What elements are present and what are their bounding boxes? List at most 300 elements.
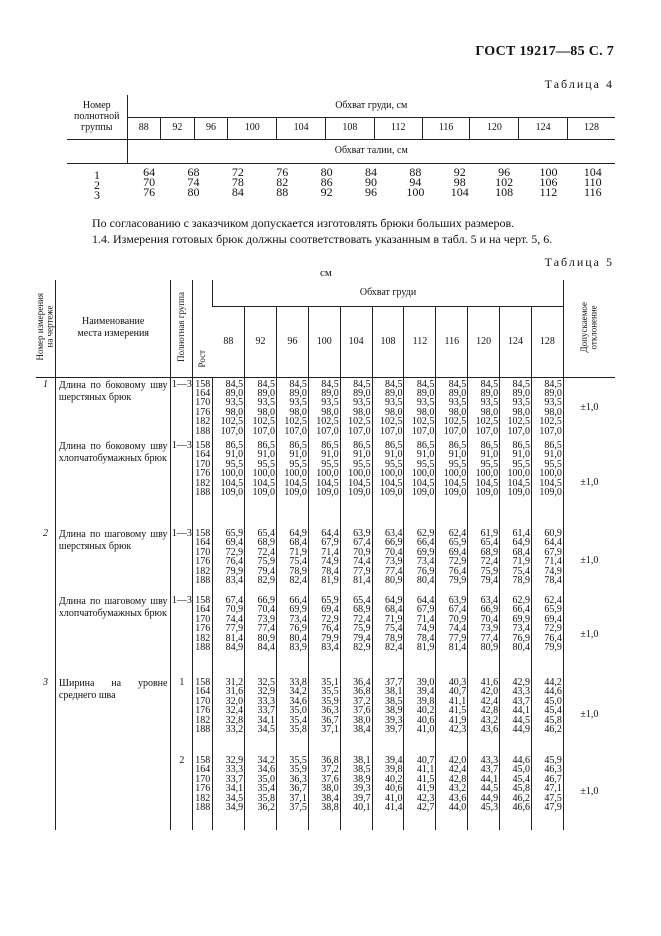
table5-chest-value: 112: [404, 306, 436, 377]
height-value: 158: [195, 677, 211, 688]
measurement-value: 95,5: [544, 458, 562, 470]
measurement-value: 63,4: [384, 528, 403, 539]
measurement-value: 42,9: [512, 677, 530, 688]
fullness-group: 1: [171, 676, 193, 754]
measurement-value: 76,4: [448, 565, 467, 577]
measurement-number: 2: [42, 528, 48, 539]
measurement-value: 78,4: [416, 632, 435, 644]
measurement-value: 64,9: [512, 537, 530, 549]
measurement-value: 41,9: [448, 714, 467, 726]
table4-waist-value: 106: [539, 175, 558, 189]
measurement-value: 74,4: [225, 613, 244, 625]
measurement-value: 38,0: [353, 714, 371, 726]
measurement-value: 93,5: [416, 397, 435, 409]
table4-waist-value: 84: [364, 165, 377, 179]
measurement-value: 84,5: [448, 378, 467, 390]
measurement-value: 39,4: [384, 755, 403, 766]
measurement-value: 38,4: [321, 792, 339, 804]
measurement-value: 32,8: [225, 714, 244, 726]
table5-row: [36, 676, 615, 754]
height-value: 176: [195, 783, 211, 795]
tolerance-value: ±1,0: [563, 676, 615, 754]
height-value: 170: [195, 613, 211, 625]
measurement-value: 39,0: [416, 677, 435, 688]
measurement-value: 36,3: [321, 705, 339, 717]
measurement-value: 104,5: [475, 477, 499, 489]
measurement-value: 66,9: [384, 537, 403, 549]
table5-row: [36, 594, 615, 676]
measurement-value: 34,5: [225, 792, 244, 804]
measurement-value: 61,4: [512, 528, 530, 539]
measurement-value: 89,0: [321, 387, 339, 399]
measurement-value: 45,0: [544, 695, 562, 707]
measurement-value: 65,4: [353, 595, 371, 606]
measurement-value: 98,0: [384, 406, 403, 418]
measurement-value: 34,9: [225, 802, 244, 814]
table4-group-number: 3: [94, 187, 100, 202]
table5-name-header: Наименование места измерения: [55, 280, 171, 377]
measurement-value: 74,4: [448, 623, 467, 635]
measurement-value: 44,6: [544, 686, 562, 698]
measurement-value: 41,6: [480, 677, 499, 688]
measurement-value: 38,1: [384, 686, 403, 698]
height-value: 164: [195, 764, 211, 776]
measurement-value: 102,5: [220, 416, 244, 428]
measurement-value: 98,0: [225, 406, 244, 418]
measurement-value: 46,6: [512, 802, 530, 814]
measurement-value: 102,5: [379, 416, 403, 428]
measurement-value: 32,9: [225, 755, 244, 766]
measurement-value: 65,9: [225, 528, 244, 539]
measurement-value: 104,5: [507, 477, 530, 489]
measurement-value: 102,5: [348, 416, 371, 428]
measurement-value: 73,4: [512, 623, 530, 635]
measurement-value: 38,5: [384, 695, 403, 707]
height-value: 170: [195, 695, 211, 707]
table4-chest-value: 112: [374, 117, 422, 139]
measurement-value: 40,7: [416, 755, 435, 766]
measurement-value: 86,5: [257, 440, 275, 451]
measurement-value: 104,5: [220, 477, 244, 489]
measurement-value: 91,0: [257, 449, 275, 461]
measurement-value: 91,0: [416, 449, 435, 461]
measurement-value: 67,9: [321, 537, 339, 549]
measurement-value: 98,0: [480, 406, 499, 418]
measurement-value: 107,0: [348, 425, 371, 437]
measurement-value: 79,9: [448, 575, 467, 587]
measurement-value: 45,4: [512, 773, 530, 785]
measurement-value: 91,0: [480, 449, 499, 461]
measurement-value: 104,5: [443, 477, 467, 489]
tolerance-value: ±1,0: [563, 439, 615, 527]
measurement-value: 35,4: [289, 714, 307, 726]
height-value: 182: [195, 632, 211, 644]
measurement-value: 42,8: [480, 705, 499, 717]
measurement-value: 43,2: [480, 714, 499, 726]
table5-unit: см: [320, 267, 332, 279]
measurement-value: 68,4: [384, 604, 403, 616]
measurement-value: 39,3: [353, 783, 371, 795]
table4-waist-value: 110: [584, 175, 602, 189]
measurement-value: 31,2: [225, 677, 244, 688]
measurement-value: 69,4: [544, 613, 562, 625]
measurement-value: 64,4: [416, 595, 435, 606]
measurement-value: 76,4: [225, 556, 244, 568]
table4-waist-value: 92: [320, 185, 333, 199]
measurement-value: 34,5: [257, 724, 275, 736]
table4-waist-value: 70: [143, 175, 156, 189]
measurement-value: 67,4: [353, 537, 371, 549]
measurement-value: 91,0: [544, 449, 562, 461]
measurement-value: 95,5: [289, 458, 307, 470]
measurement-value: 77,4: [480, 632, 499, 644]
measurement-value: 35,9: [321, 695, 339, 707]
table5-chest-value: 128: [531, 306, 563, 377]
measurement-value: 109,0: [284, 487, 307, 499]
measurement-value: 36,3: [289, 773, 307, 785]
measurement-value: 79,9: [544, 642, 562, 654]
measurement-value: 33,3: [225, 764, 244, 776]
measurement-value: 76,4: [544, 632, 562, 644]
measurement-value: 100,0: [379, 468, 403, 480]
measurement-value: 93,5: [384, 397, 403, 409]
measurement-value: 86,5: [321, 440, 339, 451]
measurement-value: 67,4: [448, 604, 467, 616]
table4-chest-value: 100: [228, 117, 277, 139]
measurement-value: 73,4: [289, 613, 307, 625]
measurement-value: 70,9: [448, 613, 467, 625]
measurement-value: 93,5: [480, 397, 499, 409]
measurement-value: 39,3: [384, 714, 403, 726]
measurement-value: 81,9: [416, 642, 435, 654]
table4-caption: Таблица 4: [544, 77, 614, 91]
measurement-value: 63,4: [480, 595, 499, 606]
measurement-value: 100,0: [220, 468, 244, 480]
measurement-value: 35,0: [289, 705, 307, 717]
measurement-value: 86,5: [480, 440, 499, 451]
table4-waist-value: 100: [406, 185, 425, 199]
measurement-value: 46,7: [544, 773, 562, 785]
measurement-value: 81,4: [225, 632, 244, 644]
measurement-value: 77,9: [225, 623, 244, 635]
measurement-value: 42,3: [416, 792, 435, 804]
measurement-value: 91,0: [384, 449, 403, 461]
measurement-value: 40,3: [448, 677, 467, 688]
height-value: 176: [195, 406, 211, 418]
height-value: 188: [195, 642, 211, 654]
measurement-value: 100,0: [252, 468, 275, 480]
height-value: 182: [195, 792, 211, 804]
measurement-value: 62,4: [544, 595, 562, 606]
measurement-value: 33,8: [289, 677, 307, 688]
measurement-value: 71,9: [289, 546, 307, 558]
table4-waist-value: 72: [231, 165, 244, 179]
height-value: 158: [195, 755, 211, 766]
measurement-value: 45,8: [512, 783, 530, 795]
measurement-value: 109,0: [411, 487, 435, 499]
measurement-value: 40,1: [353, 802, 371, 814]
measurement-value: 44,0: [448, 802, 467, 814]
measurement-value: 75,9: [480, 565, 499, 577]
measurement-value: 38,8: [321, 802, 339, 814]
measurement-value: 104,5: [252, 477, 275, 489]
measurement-value: 86,5: [384, 440, 403, 451]
measurement-value: 98,0: [257, 406, 275, 418]
measurement-value: 39,8: [416, 695, 435, 707]
measurement-value: 82,9: [353, 642, 371, 654]
measurement-value: 61,9: [480, 528, 499, 539]
measurement-value: 100,0: [284, 468, 307, 480]
measurement-value: 43,7: [512, 695, 530, 707]
height-value: 188: [195, 487, 211, 499]
measurement-value: 33,7: [225, 773, 244, 785]
table4-waist-value: 88: [409, 165, 422, 179]
table4-waist-value: 96: [498, 165, 511, 179]
measurement-value: 81,9: [321, 575, 339, 587]
table4-chest-value: 92: [161, 117, 195, 139]
measurement-value: 70,4: [384, 546, 403, 558]
measurement-value: 38,9: [353, 773, 371, 785]
measurement-value: 109,0: [316, 487, 339, 499]
measurement-number: 3: [42, 677, 48, 688]
measurement-value: 33,2: [225, 724, 244, 736]
measurement-value: 100,0: [443, 468, 467, 480]
measurement-value: 104,5: [348, 477, 371, 489]
table5-group-header: Полнотная группа: [176, 291, 187, 362]
table4-chest-value: 120: [470, 117, 519, 139]
paragraph-2: 1.4. Измерения готовых брюк должны соответствовать указанным в табл. 5 и на черт. 5, 6.: [92, 232, 553, 246]
measurement-value: 35,0: [257, 773, 275, 785]
measurement-value: 80,4: [289, 632, 307, 644]
measurement-value: 33,3: [257, 695, 275, 707]
measurement-value: 71,9: [512, 556, 530, 568]
table4-waist-value: 116: [584, 185, 602, 199]
measurement-value: 42,4: [480, 695, 499, 707]
measurement-value: 37,1: [289, 792, 307, 804]
measurement-value: 34,6: [257, 764, 275, 776]
measurement-value: 89,0: [384, 387, 403, 399]
measurement-value: 107,0: [379, 425, 403, 437]
measurement-value: 86,5: [448, 440, 467, 451]
measurement-value: 47,5: [544, 792, 562, 804]
table4-waist-value: 112: [539, 185, 558, 199]
measurement-value: 109,0: [539, 487, 562, 499]
measurement-value: 89,0: [289, 387, 307, 399]
measurement-value: 31,6: [225, 686, 244, 698]
measurement-value: 81,4: [448, 642, 467, 654]
measurement-value: 95,5: [384, 458, 403, 470]
measurement-value: 33,7: [257, 705, 275, 717]
height-value: 188: [195, 724, 211, 736]
height-value: 182: [195, 714, 211, 726]
measurement-value: 71,4: [416, 613, 435, 625]
measurement-value: 76,4: [321, 623, 339, 635]
measurement-value: 74,9: [416, 623, 435, 635]
measurement-value: 109,0: [220, 487, 244, 499]
measurement-name: Длина по шаговому шву шерстяных брюк: [55, 527, 171, 594]
measurement-value: 41,1: [448, 695, 467, 707]
measurement-value: 43,3: [480, 755, 499, 766]
measurement-value: 86,5: [512, 440, 530, 451]
measurement-value: 78,9: [384, 632, 403, 644]
measurement-value: 98,0: [289, 406, 307, 418]
measurement-value: 75,9: [257, 556, 275, 568]
measurement-value: 91,0: [225, 449, 244, 461]
measurement-value: 78,9: [512, 575, 530, 587]
measurement-value: 44,9: [512, 724, 530, 736]
measurement-value: 35,1: [321, 677, 339, 688]
height-value: 158: [195, 440, 211, 451]
measurement-value: 107,0: [316, 425, 339, 437]
measurement-value: 35,5: [321, 686, 339, 698]
measurement-number: [36, 754, 55, 830]
measurement-value: 102,5: [411, 416, 435, 428]
measurement-value: 98,0: [512, 406, 530, 418]
measurement-value: 80,9: [257, 632, 275, 644]
measurement-name: Длина по шаговому шву хлопчатобумажных брюк: [55, 594, 171, 676]
measurement-value: 89,0: [448, 387, 467, 399]
height-value: 164: [195, 537, 211, 549]
table4-waist-value: 90: [364, 175, 377, 189]
measurement-value: 36,8: [353, 686, 371, 698]
measurement-value: 95,5: [448, 458, 467, 470]
table5-row: [36, 754, 615, 830]
measurement-value: 72,4: [353, 613, 371, 625]
table4-waist-value: 80: [187, 185, 200, 199]
measurement-value: 62,4: [448, 528, 467, 539]
measurement-value: 89,0: [257, 387, 275, 399]
measurement-value: 86,5: [353, 440, 371, 451]
measurement-value: 80,9: [480, 642, 499, 654]
table4-group-number: 1: [94, 167, 100, 182]
measurement-value: 68,9: [480, 546, 499, 558]
height-value: 164: [195, 387, 211, 399]
measurement-value: 104,5: [411, 477, 435, 489]
table5-chest-value: 88: [213, 306, 245, 377]
measurement-value: 68,9: [353, 604, 371, 616]
table4-waist-value: 64: [143, 165, 156, 179]
table4-chest-value: 108: [326, 117, 375, 139]
paragraph-1: По согласованию с заказчиком допускается изготовлять брюки больших размеров.: [92, 216, 515, 230]
measurement-value: 32,0: [225, 695, 244, 707]
measurement-value: 89,0: [512, 387, 530, 399]
table4-waist-value: 102: [495, 175, 514, 189]
measurement-value: 73,9: [384, 556, 403, 568]
measurement-value: 39,8: [384, 764, 403, 776]
measurement-value: 81,4: [353, 575, 371, 587]
table5-row: [36, 527, 615, 594]
measurement-value: 98,0: [416, 406, 435, 418]
measurement-value: 89,0: [416, 387, 435, 399]
measurement-value: 79,4: [257, 565, 275, 577]
height-value: 164: [195, 449, 211, 461]
height-value: 182: [195, 565, 211, 577]
measurement-value: 102,5: [475, 416, 499, 428]
measurement-value: 77,9: [353, 565, 371, 577]
measurement-value: 71,4: [544, 556, 562, 568]
measurement-value: 100,0: [316, 468, 339, 480]
measurement-value: 86,5: [416, 440, 435, 451]
measurement-value: 95,5: [416, 458, 435, 470]
height-value: 182: [195, 477, 211, 489]
table4-waist-value: 92: [453, 165, 466, 179]
measurement-value: 60,9: [544, 528, 562, 539]
measurement-value: 72,9: [544, 623, 562, 635]
measurement-value: 91,0: [448, 449, 467, 461]
measurement-value: 42,7: [416, 802, 435, 814]
height-value: 170: [195, 773, 211, 785]
measurement-value: 82,9: [257, 575, 275, 587]
measurement-value: 107,0: [475, 425, 499, 437]
measurement-value: 93,5: [544, 397, 562, 409]
measurement-value: 91,0: [512, 449, 530, 461]
table4-chest-header: Обхват груди, см: [127, 95, 615, 117]
measurement-value: 78,4: [544, 575, 562, 587]
table5-chest-value: 120: [468, 306, 500, 377]
measurement-value: 37,2: [353, 695, 371, 707]
measurement-value: 100,0: [507, 468, 530, 480]
measurement-value: 64,9: [384, 595, 403, 606]
table5-number-header: Номер измерения на чертеже: [35, 293, 55, 361]
measurement-value: 104,5: [316, 477, 339, 489]
measurement-value: 83,4: [321, 642, 339, 654]
measurement-value: 74,9: [321, 556, 339, 568]
measurement-value: 95,5: [225, 458, 244, 470]
measurement-value: 82,4: [384, 642, 403, 654]
measurement-value: 73,4: [416, 556, 435, 568]
measurement-value: 38,4: [353, 724, 371, 736]
table4-waist-value: 76: [143, 185, 156, 199]
measurement-value: 67,4: [225, 595, 244, 606]
height-value: 158: [195, 528, 211, 539]
measurement-value: 34,2: [289, 686, 307, 698]
height-value: 188: [195, 802, 211, 814]
measurement-value: 37,6: [353, 705, 371, 717]
measurement-value: 67,9: [416, 604, 435, 616]
measurement-value: 41,0: [416, 724, 435, 736]
height-value: 188: [195, 575, 211, 587]
measurement-value: 100,0: [411, 468, 435, 480]
measurement-value: 84,5: [416, 378, 435, 390]
measurement-value: 40,2: [384, 773, 403, 785]
table4-waist-value: 104: [450, 185, 469, 199]
measurement-value: 44,5: [480, 783, 499, 795]
measurement-value: 76,9: [512, 632, 530, 644]
table5-chest-value: 92: [245, 306, 277, 377]
height-value: 170: [195, 546, 211, 558]
measurement-value: 77,4: [257, 623, 275, 635]
tolerance-value: ±1,0: [563, 527, 615, 594]
measurement-value: 70,9: [225, 604, 244, 616]
measurement-value: 37,7: [384, 677, 403, 688]
measurement-value: 44,6: [512, 755, 530, 766]
height-value: 176: [195, 556, 211, 568]
measurement-value: 68,4: [289, 537, 307, 549]
measurement-value: 93,5: [225, 397, 244, 409]
measurement-value: 36,8: [321, 755, 339, 766]
measurement-value: 39,7: [384, 724, 403, 736]
measurement-value: 73,9: [480, 623, 499, 635]
measurement-value: 79,4: [480, 575, 499, 587]
fullness-group: 1—3: [171, 527, 193, 594]
measurement-value: 98,0: [544, 406, 562, 418]
table5-chest-value: 104: [340, 306, 372, 377]
measurement-value: 73,9: [257, 613, 275, 625]
measurement-value: 93,5: [257, 397, 275, 409]
measurement-value: 66,9: [257, 595, 275, 606]
measurement-value: 34,1: [225, 783, 244, 795]
table4-waist-value: 104: [583, 165, 602, 179]
